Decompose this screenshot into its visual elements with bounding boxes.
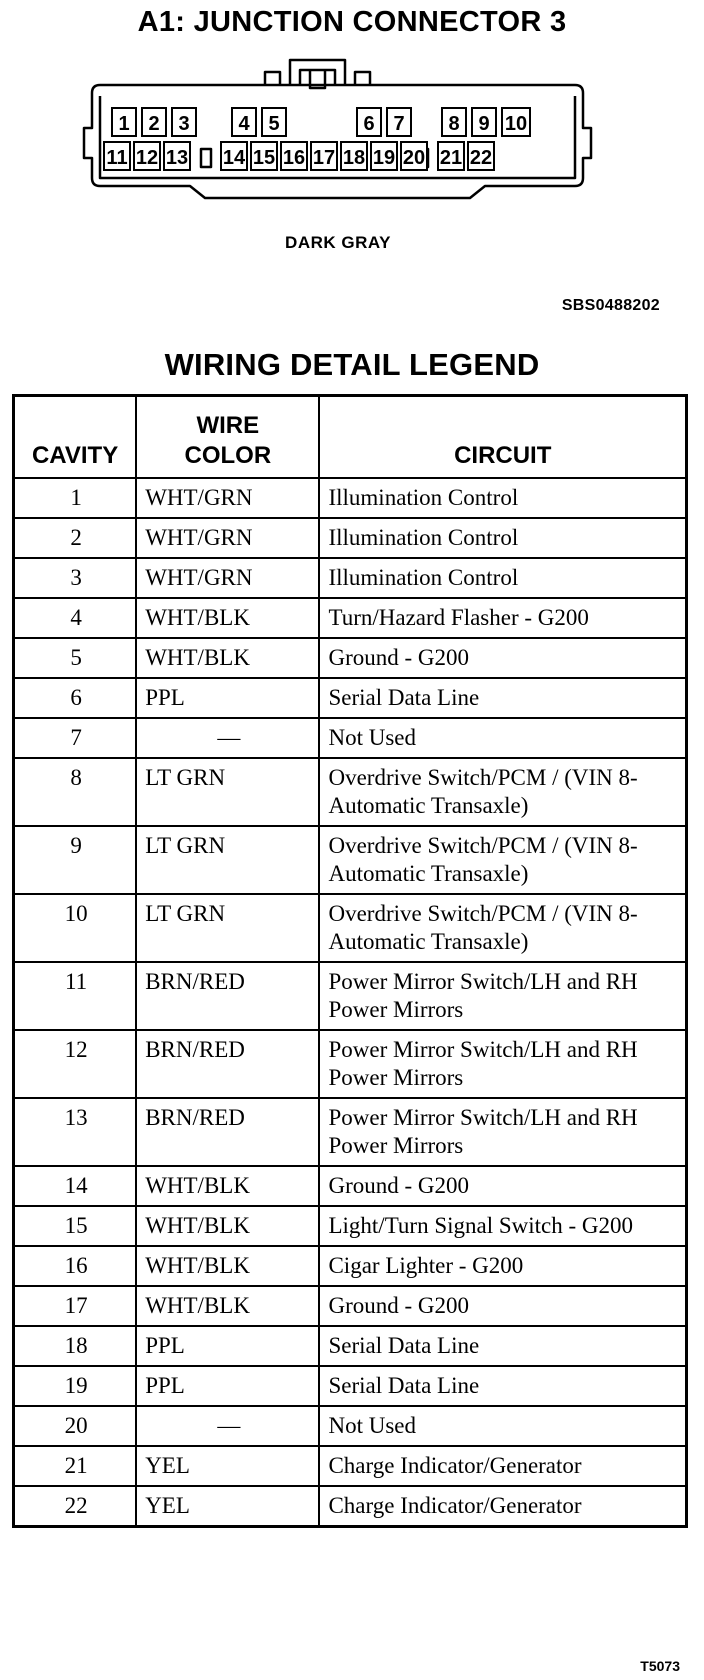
wire-color-cell: WHT/GRN: [136, 558, 319, 598]
wire-color-cell: YEL: [136, 1446, 319, 1486]
header-cavity: CAVITY: [14, 396, 137, 479]
circuit-cell: Serial Data Line: [319, 678, 686, 718]
wire-color-cell: WHT/BLK: [136, 638, 319, 678]
connector-cavity: [112, 108, 136, 136]
cavity-cell: 12: [14, 1030, 137, 1098]
wire-color-cell: WHT/GRN: [136, 478, 319, 518]
cavity-cell: 5: [14, 638, 137, 678]
circuit-cell: Illumination Control: [319, 518, 686, 558]
wire-color-cell: —: [136, 718, 319, 758]
wire-color-cell: WHT/BLK: [136, 1206, 319, 1246]
table-row: [14, 826, 687, 894]
connector-cavity: [164, 142, 190, 170]
table-row: [14, 1446, 687, 1486]
table-row: [14, 1030, 687, 1098]
cavity-cell: 8: [14, 758, 137, 826]
table-row: [14, 1486, 687, 1527]
document-title: A1: JUNCTION CONNECTOR 3: [137, 6, 567, 38]
circuit-cell: Illumination Control: [319, 558, 686, 598]
cavity-number: 9: [478, 113, 490, 135]
wire-color-cell: PPL: [136, 678, 319, 718]
table-row: [14, 558, 687, 598]
drawing-code: SBS0488202: [561, 297, 660, 314]
circuit-cell: Power Mirror Switch/LH and RH Power Mirrors: [319, 1098, 686, 1166]
table-row: [14, 758, 687, 826]
cavity-number: 1: [118, 113, 130, 135]
wire-color-cell: WHT/BLK: [136, 1246, 319, 1286]
cavity-number: 19: [372, 147, 396, 169]
connector-cavity: [438, 142, 464, 170]
table-row: [14, 1406, 687, 1446]
connector-color: DARK GRAY: [285, 233, 391, 252]
wire-color-cell: LT GRN: [136, 826, 319, 894]
table-row: [14, 1166, 687, 1206]
cavity-number: 20: [402, 147, 426, 169]
cavity-number: 11: [106, 147, 128, 169]
cavity-cell: 16: [14, 1246, 137, 1286]
cavity-number: 7: [393, 113, 405, 135]
cavity-number: 17: [312, 147, 336, 169]
table-header-row: [14, 396, 687, 479]
circuit-cell: Not Used: [319, 1406, 686, 1446]
circuit-cell: Not Used: [319, 718, 686, 758]
wire-color-cell: PPL: [136, 1366, 319, 1406]
wire-color-cell: PPL: [136, 1326, 319, 1366]
cavity-cell: 13: [14, 1098, 137, 1166]
connector-cavity: [468, 142, 494, 170]
cavity-cell: 19: [14, 1366, 137, 1406]
cavity-number: 12: [135, 147, 159, 169]
connector-diagram: [70, 58, 610, 208]
cavity-cell: 2: [14, 518, 137, 558]
connector-cavity: [442, 108, 466, 136]
table-row: [14, 718, 687, 758]
circuit-cell: Turn/Hazard Flasher - G200: [319, 598, 686, 638]
cavity-number: 15: [252, 147, 276, 169]
cavity-number: 21: [439, 147, 463, 169]
cavity-cell: 21: [14, 1446, 137, 1486]
circuit-cell: Serial Data Line: [319, 1366, 686, 1406]
wire-color-cell: LT GRN: [136, 758, 319, 826]
connector-cavity: [311, 142, 337, 170]
circuit-cell: Light/Turn Signal Switch - G200: [319, 1206, 686, 1246]
connector-cavity: [472, 108, 496, 136]
table-row: [14, 678, 687, 718]
table-row: [14, 478, 687, 518]
cavity-cell: 18: [14, 1326, 137, 1366]
circuit-cell: Ground - G200: [319, 1166, 686, 1206]
cavity-number: 2: [148, 113, 160, 135]
wire-color-cell: BRN/RED: [136, 1030, 319, 1098]
cavity-cell: 4: [14, 598, 137, 638]
circuit-cell: Ground - G200: [319, 638, 686, 678]
cavity-number: 22: [469, 147, 493, 169]
cavity-number: 10: [504, 113, 528, 135]
cavity-cell: 1: [14, 478, 137, 518]
table-row: [14, 1326, 687, 1366]
circuit-cell: Charge Indicator/Generator: [319, 1446, 686, 1486]
legend-title: WIRING DETAIL LEGEND: [164, 347, 540, 382]
connector-cavity: [172, 108, 196, 136]
connector-cavity: [401, 142, 427, 170]
connector-cavity: [387, 108, 411, 136]
circuit-cell: Illumination Control: [319, 478, 686, 518]
cavity-number: 6: [363, 113, 375, 135]
connector-cavity: [232, 108, 256, 136]
circuit-cell: Serial Data Line: [319, 1326, 686, 1366]
wire-color-cell: BRN/RED: [136, 1098, 319, 1166]
table-row: [14, 962, 687, 1030]
cavity-number: 3: [178, 113, 190, 135]
connector-cavity: [221, 142, 247, 170]
connector-cavity: [357, 108, 381, 136]
circuit-cell: Overdrive Switch/PCM / (VIN 8-Automatic Transaxle): [319, 758, 686, 826]
cavity-cell: 3: [14, 558, 137, 598]
wiring-legend-table: [12, 394, 688, 1528]
circuit-cell: Overdrive Switch/PCM / (VIN 8-Automatic Transaxle): [319, 826, 686, 894]
circuit-cell: Cigar Lighter - G200: [319, 1246, 686, 1286]
wire-color-cell: LT GRN: [136, 894, 319, 962]
table-row: [14, 638, 687, 678]
cavity-cell: 22: [14, 1486, 137, 1527]
table-row: [14, 1286, 687, 1326]
cavity-number: 16: [282, 147, 306, 169]
connector-cavity: [104, 142, 130, 170]
circuit-cell: Power Mirror Switch/LH and RH Power Mirrors: [319, 1030, 686, 1098]
circuit-cell: Ground - G200: [319, 1286, 686, 1326]
cavity-cell: 7: [14, 718, 137, 758]
cavity-number: 13: [165, 147, 189, 169]
table-row: [14, 1246, 687, 1286]
header-circuit: CIRCUIT: [319, 396, 686, 479]
connector-cavity: [142, 108, 166, 136]
wire-color-cell: WHT/BLK: [136, 1166, 319, 1206]
wire-color-cell: WHT/BLK: [136, 1286, 319, 1326]
table-body: [14, 478, 687, 1527]
connector-cavity: [134, 142, 160, 170]
wire-color-cell: YEL: [136, 1486, 319, 1527]
circuit-cell: Charge Indicator/Generator: [319, 1486, 686, 1527]
cavity-cell: 15: [14, 1206, 137, 1246]
cavity-cell: 9: [14, 826, 137, 894]
table-row: [14, 1098, 687, 1166]
connector-cavity: [281, 142, 307, 170]
cavity-number: 4: [238, 113, 250, 135]
cavity-number: 8: [448, 113, 460, 135]
table-row: [14, 598, 687, 638]
connector-cavity: [251, 142, 277, 170]
circuit-cell: Overdrive Switch/PCM / (VIN 8-Automatic Transaxle): [319, 894, 686, 962]
connector-cavity: [341, 142, 367, 170]
header-wire-color-line2: COLOR: [184, 442, 272, 469]
connector-cavity: [502, 108, 530, 136]
cavity-cell: 14: [14, 1166, 137, 1206]
connector-cavity: [262, 108, 286, 136]
circuit-cell: Power Mirror Switch/LH and RH Power Mirrors: [319, 962, 686, 1030]
connector-cavities: [104, 108, 530, 170]
connector-cavity: [371, 142, 397, 170]
cavity-cell: 10: [14, 894, 137, 962]
cavity-cell: 11: [14, 962, 137, 1030]
header-wire-color-line1: WIRE: [196, 412, 260, 439]
cavity-cell: 6: [14, 678, 137, 718]
cavity-cell: 17: [14, 1286, 137, 1326]
cavity-number: 5: [268, 113, 280, 135]
table-row: [14, 1206, 687, 1246]
wire-color-cell: BRN/RED: [136, 962, 319, 1030]
table-row: [14, 894, 687, 962]
footer-code: T5073: [640, 1658, 680, 1674]
cavity-number: 14: [222, 147, 246, 169]
header-wire-color: [136, 396, 319, 479]
wire-color-cell: WHT/GRN: [136, 518, 319, 558]
wire-color-cell: —: [136, 1406, 319, 1446]
wire-color-cell: WHT/BLK: [136, 598, 319, 638]
table-row: [14, 518, 687, 558]
cavity-number: 18: [342, 147, 366, 169]
cavity-cell: 20: [14, 1406, 137, 1446]
table-row: [14, 1366, 687, 1406]
